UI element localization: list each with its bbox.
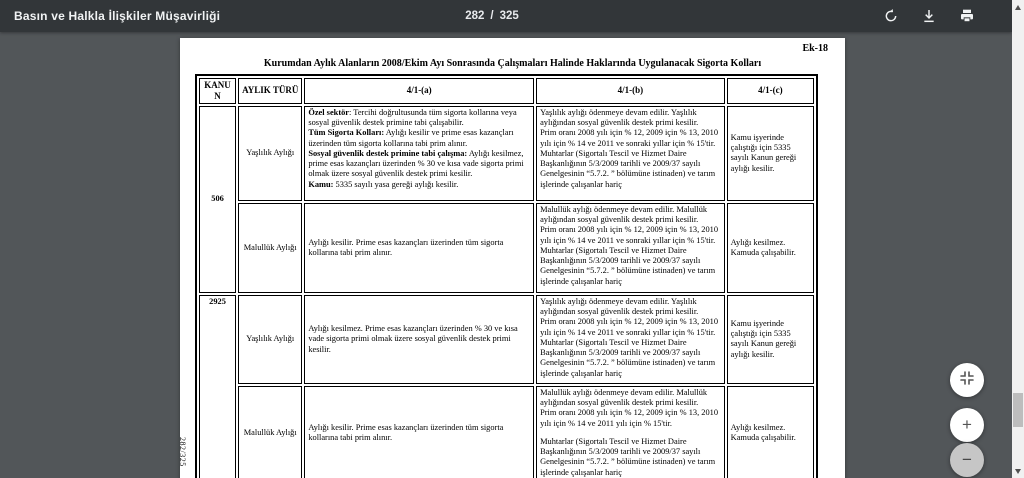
col-b-cell (536, 386, 725, 478)
col-b-cell (536, 106, 725, 201)
aylik-turu-cell: Yaşlılık Aylığı (238, 295, 302, 384)
zoom-in-button[interactable]: + (950, 408, 984, 442)
cell-paragraph: Prim oranı 2008 yılı için % 12, 2009 için % 13, 2010 yılı için % 14 ve 2011 ve sonraki yıllar için % 15'tir. (540, 317, 719, 337)
col-b-cell (536, 295, 725, 384)
table-row (199, 203, 814, 293)
cell-paragraph: Aylığı kesilir. Prime esas kazançları üzerinden tüm sigorta kollarına tabi prim alınır. (308, 422, 504, 442)
col-c-cell (727, 106, 814, 201)
col-a-cell (304, 203, 534, 293)
zoom-out-button[interactable]: − (950, 443, 984, 477)
column-header: 4/1-(b) (536, 78, 725, 104)
table-row (199, 386, 814, 478)
scroll-down-button[interactable] (1012, 464, 1024, 478)
sigorta-table (195, 74, 818, 478)
cell-paragraph: Aylığı kesilmez. Kamuda çalışabilir. (730, 237, 796, 257)
fit-to-page-icon (959, 370, 975, 391)
print-button[interactable] (956, 5, 978, 27)
cell-paragraph: Aylığı kesilmez. Prime esas kazançları üzerinden % 30 ve kısa vade sigorta primi olmak üzere sosyal güvenlik destek primi kesilir. (308, 324, 518, 354)
aylik-turu-cell: Yaşlılık Aylığı (238, 106, 302, 201)
col-a-cell (304, 106, 534, 201)
table-row (199, 106, 814, 201)
download-icon (921, 8, 937, 24)
cell-paragraph (540, 429, 721, 437)
sigorta-table-body (199, 78, 814, 478)
cell-paragraph: Kamu işyerinde çalıştığı için 5335 sayılı Kanun gereği aylığı kesilir. (730, 132, 797, 173)
fit-to-page-button[interactable] (950, 363, 984, 397)
cell-paragraph: Kamu işyerinde çalıştığı için 5335 sayılı Kanun gereği aylığı kesilir. (730, 318, 797, 359)
page-indicator (465, 0, 519, 32)
cell-paragraph: Muhtarlar (Sigortalı Tescil ve Hizmet Daire Başkanlığının 5/3/2009 tarihli ve 2009/37 sayılı Genelgesinin “5.7.2. ” bölümüne istinaden) ve tarım işlerinde çalışanlar hariç (540, 148, 716, 189)
kanun-cell: 506 (199, 106, 236, 293)
cell-paragraph: Prim oranı 2008 yılı için % 12, 2009 için % 13, 2010 yılı için % 14 ve 2011 ve sonraki yıllar için % 15'tir. (540, 225, 719, 245)
page-current-field[interactable]: 282 (465, 10, 485, 22)
page-separator: / (490, 10, 494, 22)
col-c-cell (727, 203, 814, 293)
print-icon (959, 8, 975, 24)
cell-paragraph: Prim oranı 2008 yılı için % 12, 2009 için % 13, 2010 yılı için % 14 ve 2011 yılı için % 15'tir. (540, 408, 719, 428)
col-c-cell (727, 386, 814, 478)
download-button[interactable] (918, 5, 940, 27)
cell-paragraph: Muhtarlar (Sigortalı Tescil ve Hizmet Daire Başkanlığının 5/3/2009 tarihli ve 2009/37 sayılı Genelgesinin “5.7.2. ” bölümüne istinaden) ve tarım işlerinde çalışanlar hariç (540, 436, 716, 477)
kanun-cell: 2925 (199, 295, 236, 478)
col-b-cell (536, 203, 725, 293)
toolbar (0, 0, 1012, 32)
cell-paragraph: Yaşlılık aylığı ödenmeye devam edilir. Yaşlılık aylığından sosyal güvenlik destek primi kesilir. (540, 296, 699, 317)
scrollbar[interactable] (1012, 0, 1024, 478)
column-header: KANUN (199, 78, 236, 104)
column-header: AYLIK TÜRÜ (238, 78, 302, 104)
rotate-icon (883, 8, 899, 24)
scroll-down-icon (1015, 469, 1021, 474)
aylik-turu-cell: Malullük Aylığı (238, 386, 302, 478)
cell-paragraph: Sosyal güvenlik destek primine tabi çalışma: Aylığı kesilmez, prime esas kazançları üzerinden % 30 ve kısa vade sigorta primi olmak üzere sosyal güvenlik destek primi kesilir. (308, 148, 524, 179)
pdf-page (180, 38, 845, 478)
cell-paragraph: Muhtarlar (Sigortalı Tescil ve Hizmet Daire Başkanlığının 5/3/2009 tarihli ve 2009/37 sayılı Genelgesinin “5.7.2. ” bölümüne istinaden) ve tarım işlerinde çalışanlar hariç (540, 337, 716, 378)
col-a-cell (304, 386, 534, 478)
table-header-row (199, 78, 814, 104)
cell-paragraph: Muhtarlar (Sigortalı Tescil ve Hizmet Daire Başkanlığının 5/3/2009 tarihli ve 2009/37 sayılı Genelgesinin “5.7.2. ” bölümüne istinaden) ve tarım işlerinde çalışanlar hariç (540, 245, 716, 286)
aylik-turu-cell: Malullük Aylığı (238, 203, 302, 293)
annex-label: Ek-18 (802, 43, 828, 54)
paragraph-lead: Özel sektör (308, 107, 350, 117)
column-header: 4/1-(c) (727, 78, 814, 104)
paragraph-lead: Sosyal güvenlik destek primine tabi çalışma: (308, 148, 468, 158)
scroll-up-icon (1015, 5, 1021, 10)
scrollbar-thumb[interactable] (1013, 393, 1023, 427)
cell-paragraph: Yaşlılık aylığı ödenmeye devam edilir. Yaşlılık aylığından sosyal güvenlik destek primi kesilir. (540, 107, 699, 128)
scroll-up-button[interactable] (1012, 0, 1024, 14)
cell-paragraph: Özel sektör: Tercihi doğrultusunda tüm sigorta kollarına veya sosyal güvenlik destek primine tabi çalışabilir. (308, 107, 517, 128)
col-c-cell (727, 295, 814, 384)
table-row (199, 295, 814, 384)
document-heading: Kurumdan Aylık Alanların 2008/Ekim Ayı Sonrasında Çalışmaları Halinde Haklarında Uygulanacak Sigorta Kolları (263, 58, 762, 69)
cell-paragraph: Kamu: 5335 sayılı yasa gereği aylığı kesilir. (308, 179, 459, 189)
rotate-button[interactable] (880, 5, 902, 27)
cell-paragraph: Tüm Sigorta Kolları: Aylığı kesilir ve prime esas kazançları üzerinden tüm sigorta kollarına tabi prim alınır. (308, 128, 514, 148)
cell-paragraph: Malullük aylığı ödenmeye devam edilir. Malullük aylığından sosyal güvenlik destek primi kesilir. (540, 387, 708, 408)
column-header: 4/1-(a) (304, 78, 534, 104)
toolbar-actions (880, 0, 978, 32)
side-page-label: 282/325 (178, 437, 187, 467)
toolbar-document-title: Basın ve Halkla İlişkiler Müşavirliği (14, 9, 221, 23)
cell-paragraph: Aylığı kesilir. Prime esas kazançları üzerinden tüm sigorta kollarına tabi prim alınır. (308, 237, 504, 257)
page-total-label: 325 (499, 10, 519, 22)
cell-paragraph: Malullük aylığı ödenmeye devam edilir. Malullük aylığından sosyal güvenlik destek primi kesilir. (540, 204, 708, 225)
paragraph-lead: Tüm Sigorta Kolları: (308, 128, 385, 138)
paragraph-lead: Kamu: (308, 179, 334, 189)
col-a-cell (304, 295, 534, 384)
cell-paragraph: Aylığı kesilmez. Kamuda çalışabilir. (730, 422, 796, 442)
cell-paragraph: Prim oranı 2008 yılı için % 12, 2009 için % 13, 2010 yılı için % 14 ve 2011 ve sonraki yıllar için % 15'tir. (540, 128, 719, 148)
viewer-background (0, 32, 1012, 478)
